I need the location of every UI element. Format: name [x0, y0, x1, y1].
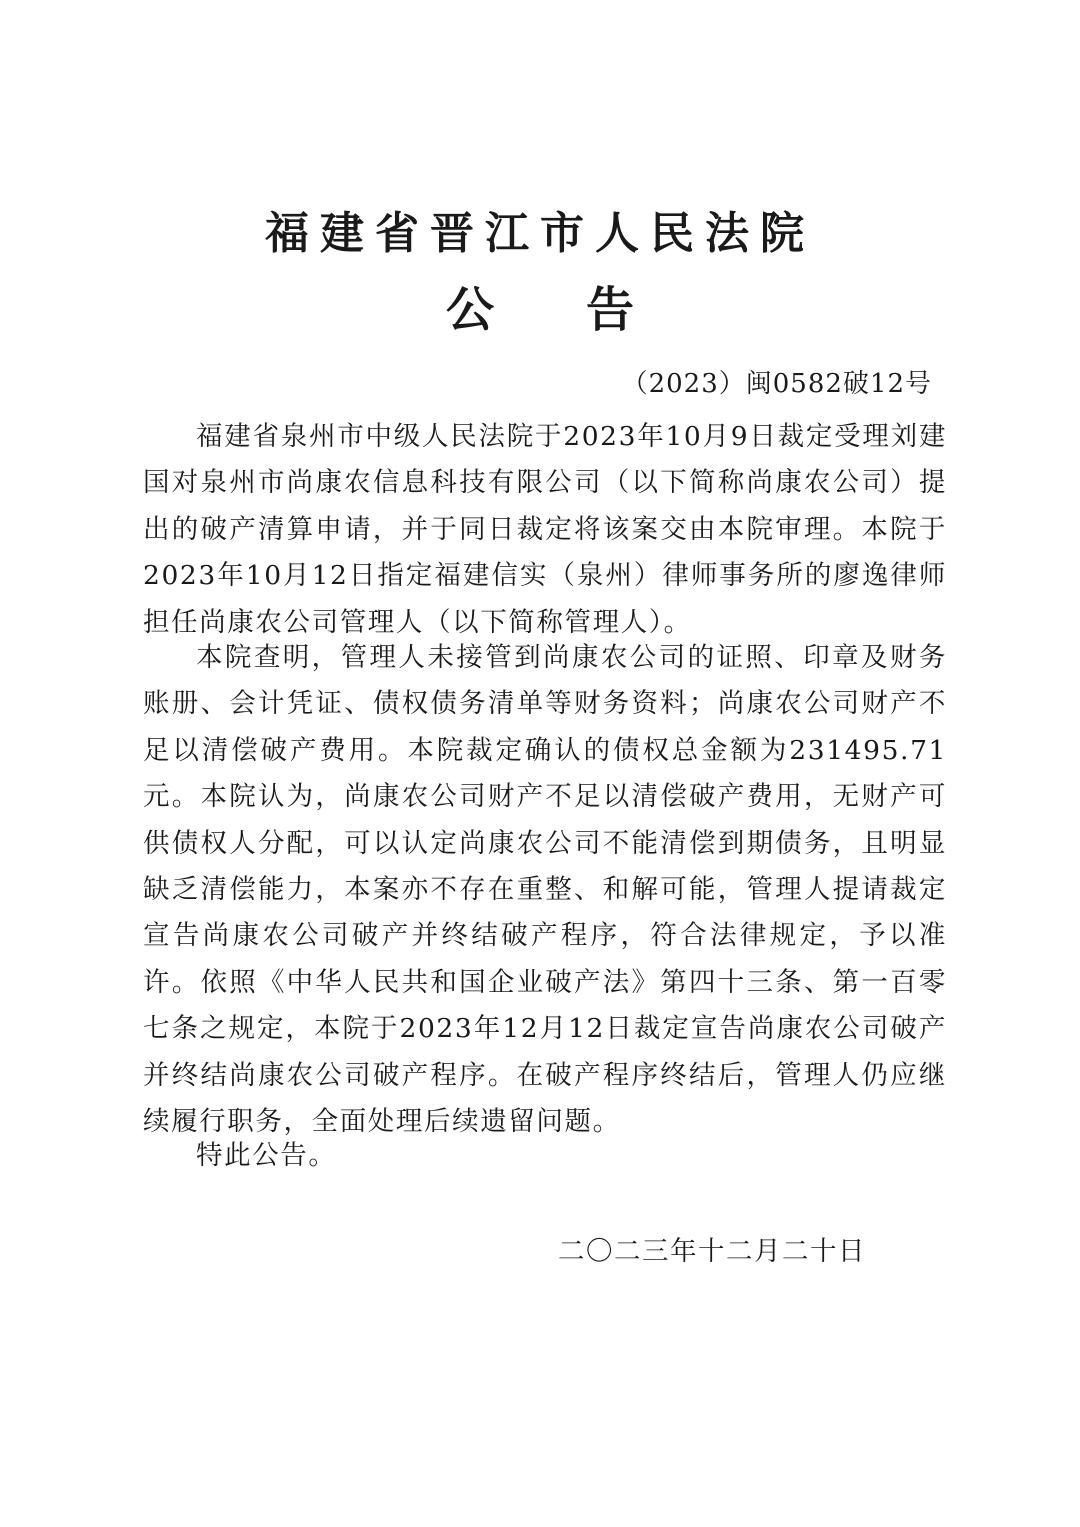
body-paragraph-ruling: 本院查明，管理人未接管到尚康农公司的证照、印章及财务账册、会计凭证、债权债务清单等财务资料；尚康农公司财产不足以清偿破产费用。本院裁定确认的债权总金额为231495.71元。本院认为，尚康农公司财产不足以清偿破产费用，无财产可供债权人分配，可以认定尚康农公司不能清偿到期债务，且明显缺乏清偿能力，本案亦不存在重整、和解可能，管理人提请裁定宣告尚康农公司破产并终结破产程序，符合法律规定，予以准许。依照《中华人民共和国企业破产法》第四十三条、第一百零七条之规定，本院于2023年12月12日裁定宣告尚康农公司破产并终结尚康农公司破产程序。在破产程序终结后，管理人仍应继续履行职务，全面处理后续遗留问题。: [143, 642, 947, 1138]
body-paragraph-acceptance: 福建省泉州市中级人民法院于2023年10月9日裁定受理刘建国对泉州市尚康农信息科技有限公司（以下简称尚康农公司）提出的破产清算申请，并于同日裁定将该案交由本院审理。本院于2023年10月12日指定福建信实（泉州）律师事务所的廖逸律师担任尚康农公司管理人（以下简称管理人）。: [143, 421, 947, 638]
case-number: （2023）闽0582破12号: [621, 369, 932, 399]
court-name-title: 福建省晋江市人民法院: [265, 208, 815, 259]
document-type-heading: [0, 278, 1080, 342]
doc-type-char-2: 告: [586, 282, 635, 338]
issue-date: 二〇二三年十二月二十日: [558, 1236, 866, 1267]
body-paragraph-closing: 特此公告。: [196, 1140, 337, 1171]
doc-type-char-1: 公: [445, 282, 494, 338]
